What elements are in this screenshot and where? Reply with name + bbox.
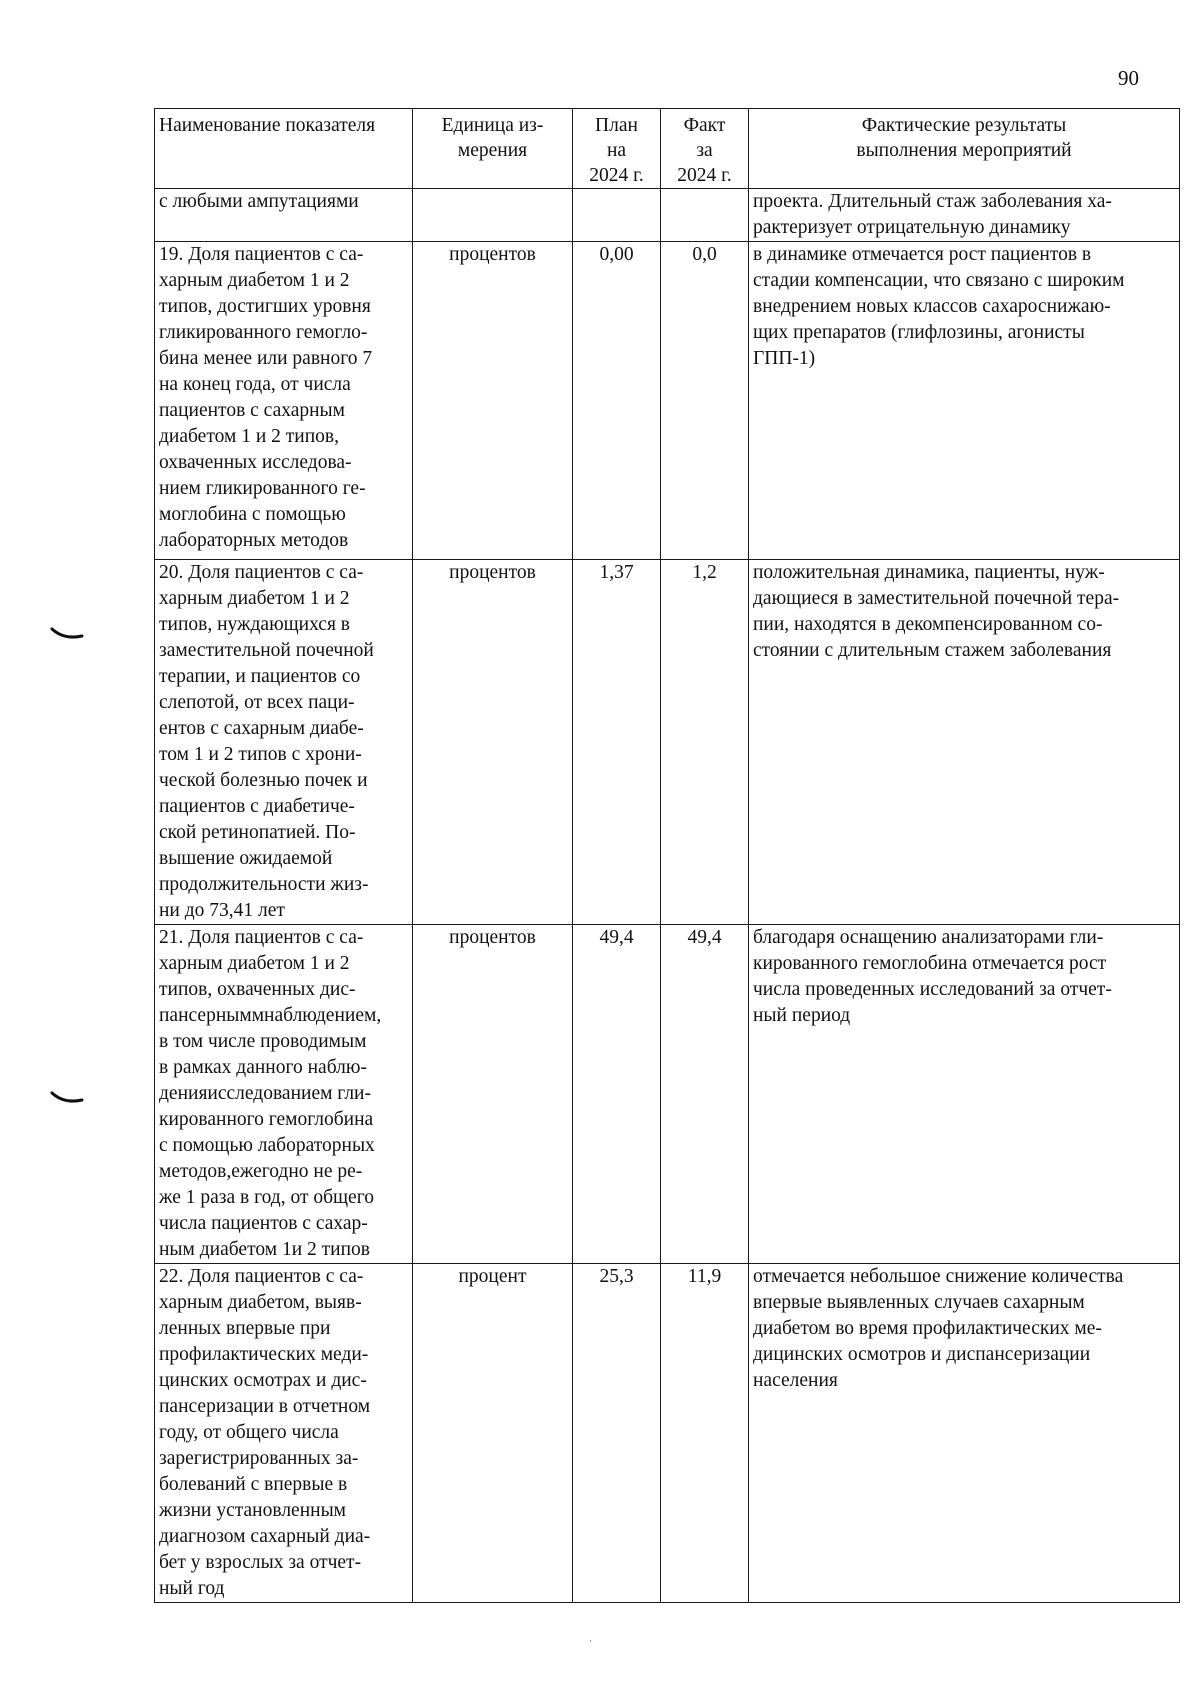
result-cell: благодаря оснащению анализаторами гли- кированного гемоглобина отмечается рост числа проведенных исследований за отчет- ный период [749,925,1180,1264]
header-results: Фактические результаты выполнения мероприятий [749,109,1180,189]
header-unit: Единица из- мерения [413,109,573,189]
unit-cell [413,189,573,242]
unit-cell: процентов [413,925,573,1264]
table-row [155,242,1180,560]
unit-cell: процент [413,1264,573,1603]
fact-cell: 0,0 [661,242,749,560]
fact-cell [661,189,749,242]
result-cell: в динамике отмечается рост пациентов в стадии компенсации, что связано с широким внедрением новых классов сахароснижаю- щих препаратов (глифлозины, агонисты ГПП-1) [749,242,1180,560]
indicators-table [154,108,1180,1603]
margin-tick-mark [50,1090,84,1108]
table-header-row [155,109,1180,189]
table-row [155,189,1180,242]
plan-cell: 0,00 [573,242,661,560]
indicator-cell: 21. Доля пациентов с са- харным диабетом 1 и 2 типов, охваченных дис- пансерныммнаблюдением, в том числе проводимым в рамках данного наблю- денияисследованием гли- кированного гемоглобина с помощью лабораторных методов,ежегодно не ре- же 1 раза в год, от общего числа пациентов с сахар- ным диабетом 1и 2 типов [155,925,413,1264]
plan-cell: 25,3 [573,1264,661,1603]
fact-cell: 1,2 [661,560,749,925]
indicator-cell: 22. Доля пациентов с са- харным диабетом, выяв- ленных впервые при профилактических меди- цинских осмотрах и дис- пансеризации в отчетном году, от общего числа зарегистрированных за- болеваний с впервые в жизни установленным диагнозом сахарный диа- бет у взрослых за отчет- ный год [155,1264,413,1603]
plan-cell [573,189,661,242]
indicator-cell: с любыми ампутациями [155,189,413,242]
table-row [155,1264,1180,1603]
indicator-cell: 19. Доля пациентов с са- харным диабетом 1 и 2 типов, достигших уровня гликированного гемогло- бина менее или равного 7 на конец года, от числа пациентов с сахарным диабетом 1 и 2 типов, охваченных исследова- нием гликированного ге- моглобина с помощью лабораторных методов [155,242,413,560]
unit-cell: процентов [413,560,573,925]
plan-cell: 1,37 [573,560,661,925]
table-row [155,560,1180,925]
fact-cell: 11,9 [661,1264,749,1603]
unit-cell: процентов [413,242,573,560]
margin-tick-mark [50,626,84,644]
header-fact: Факт за 2024 г. [661,109,749,189]
page-number: 90 [1118,66,1139,90]
plan-cell: 49,4 [573,925,661,1264]
scan-speck [590,1640,591,1642]
result-cell: проекта. Длительный стаж заболевания ха- рактеризует отрицательную динамику [749,189,1180,242]
header-plan: План на 2024 г. [573,109,661,189]
fact-cell: 49,4 [661,925,749,1264]
indicator-cell: 20. Доля пациентов с са- харным диабетом 1 и 2 типов, нуждающихся в заместительной почечной терапии, и пациентов со слепотой, от всех паци- ентов с сахарным диабе- том 1 и 2 типов с хрони- ческой болезнью почек и пациентов с диабетиче- ской ретинопатией. По- вышение ожидаемой продолжительности жиз- ни до 73,41 лет [155,560,413,925]
result-cell: отмечается небольшое снижение количества впервые выявленных случаев сахарным диабетом во время профилактических ме- дицинских осмотров и диспансеризации населения [749,1264,1180,1603]
table-row [155,925,1180,1264]
result-cell: положительная динамика, пациенты, нуж- дающиеся в заместительной почечной тера- пии, находятся в декомпенсированном со- стоянии с длительным стажем заболевания [749,560,1180,925]
header-indicator-name: Наименование показателя [155,109,413,189]
